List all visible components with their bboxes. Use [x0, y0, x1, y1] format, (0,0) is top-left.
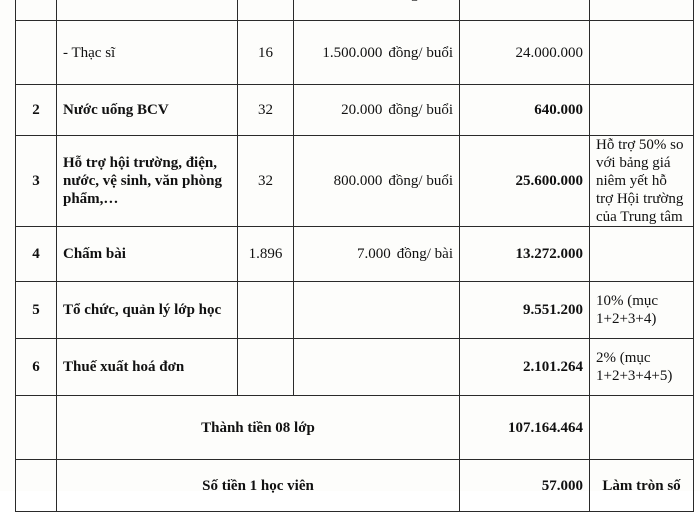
total-row [16, 396, 694, 460]
per-student-amount: 57.000 [460, 460, 590, 512]
unit-price-unit: đồng/ buổi [388, 44, 453, 61]
unit-price-unit: đồng/ bài [396, 246, 453, 262]
unit-price-unit: đồng/ buổi [388, 173, 453, 189]
note-cell [590, 85, 694, 136]
table-row [16, 227, 694, 282]
unit-price-cell [294, 227, 460, 282]
quantity-cell: 1.896 [238, 227, 294, 282]
unit-price-value: 1.500.000 [322, 44, 383, 61]
note-cell [590, 396, 694, 460]
unit-price-value: 800.000 [333, 173, 383, 189]
item-cell: Tổ chức, quản lý lớp học [57, 282, 238, 339]
amount-cell: 640.000 [460, 85, 590, 136]
row-number-cell: 6 [16, 339, 57, 396]
note-cell [590, 21, 694, 85]
per-student-row [16, 460, 694, 512]
amount-cell: 2.101.264 [460, 339, 590, 396]
row-number-cell: 3 [16, 136, 57, 227]
quantity-cell: 32 [238, 85, 294, 136]
unit-price-value: 20.000 [341, 102, 383, 118]
quantity-cell: 16 [238, 21, 294, 85]
table-row [16, 85, 694, 136]
table-row [16, 21, 694, 85]
row-number-cell [16, 21, 57, 85]
quantity-value [258, 0, 273, 2]
item-cell: Chấm bài [57, 227, 238, 282]
unit-price-cell [294, 136, 460, 227]
unit-price-cell [294, 282, 460, 339]
total-amount: 107.164.464 [460, 396, 590, 460]
quantity-cell: 32 [238, 136, 294, 227]
unit-price-value: 7.000 [357, 246, 391, 262]
note-cell [590, 227, 694, 282]
unit-price-cell [294, 85, 460, 136]
total-label: Thành tiền 08 lớp [57, 396, 460, 460]
item-label [63, 0, 112, 2]
unit-price-cell [294, 339, 460, 396]
row-number-cell [16, 0, 57, 21]
quantity-cell [238, 0, 294, 21]
unit-price-unit: đồng/ buổi [388, 102, 453, 118]
amount-value [516, 0, 584, 2]
item-cell: Nước uống BCV [57, 85, 238, 136]
unit-price-value [322, 0, 382, 3]
row-number-cell: 2 [16, 85, 57, 136]
amount-cell: 13.272.000 [460, 227, 590, 282]
unit-price-cell [294, 0, 460, 21]
row-number-cell [16, 460, 57, 512]
row-number-cell: 4 [16, 227, 57, 282]
amount-cell: 9.551.200 [460, 282, 590, 339]
table-row [16, 282, 694, 339]
cost-table [15, 0, 694, 512]
row-number-cell [16, 396, 57, 460]
item-cell: - Thạc sĩ [57, 21, 238, 85]
amount-cell [460, 0, 590, 21]
row-number-cell: 5 [16, 282, 57, 339]
note-cell [590, 0, 694, 21]
note-cell: Hỗ trợ 50% so với bảng giá niêm yết hỗ trợ Hội trường của Trung tâm [590, 136, 694, 227]
rounding-note: Làm tròn số [590, 460, 694, 512]
unit-price-cell [294, 21, 460, 85]
quantity-cell [238, 339, 294, 396]
item-cell [57, 0, 238, 21]
quantity-cell [238, 282, 294, 339]
per-student-label: Số tiền 1 học viên [57, 460, 460, 512]
amount-cell: 24.000.000 [460, 21, 590, 85]
item-cell: Hỗ trợ hội trường, điện, nước, vệ sinh, văn phòng phẩm,… [57, 136, 238, 227]
item-cell: Thuế xuất hoá đơn [57, 339, 238, 396]
table-row [16, 339, 694, 396]
table-row [16, 0, 694, 21]
note-cell: 2% (mục 1+2+3+4+5) [590, 339, 694, 396]
amount-cell: 25.600.000 [460, 136, 590, 227]
table-row [16, 136, 694, 227]
note-cell: 10% (mục 1+2+3+4) [590, 282, 694, 339]
unit-price-unit [388, 0, 453, 3]
